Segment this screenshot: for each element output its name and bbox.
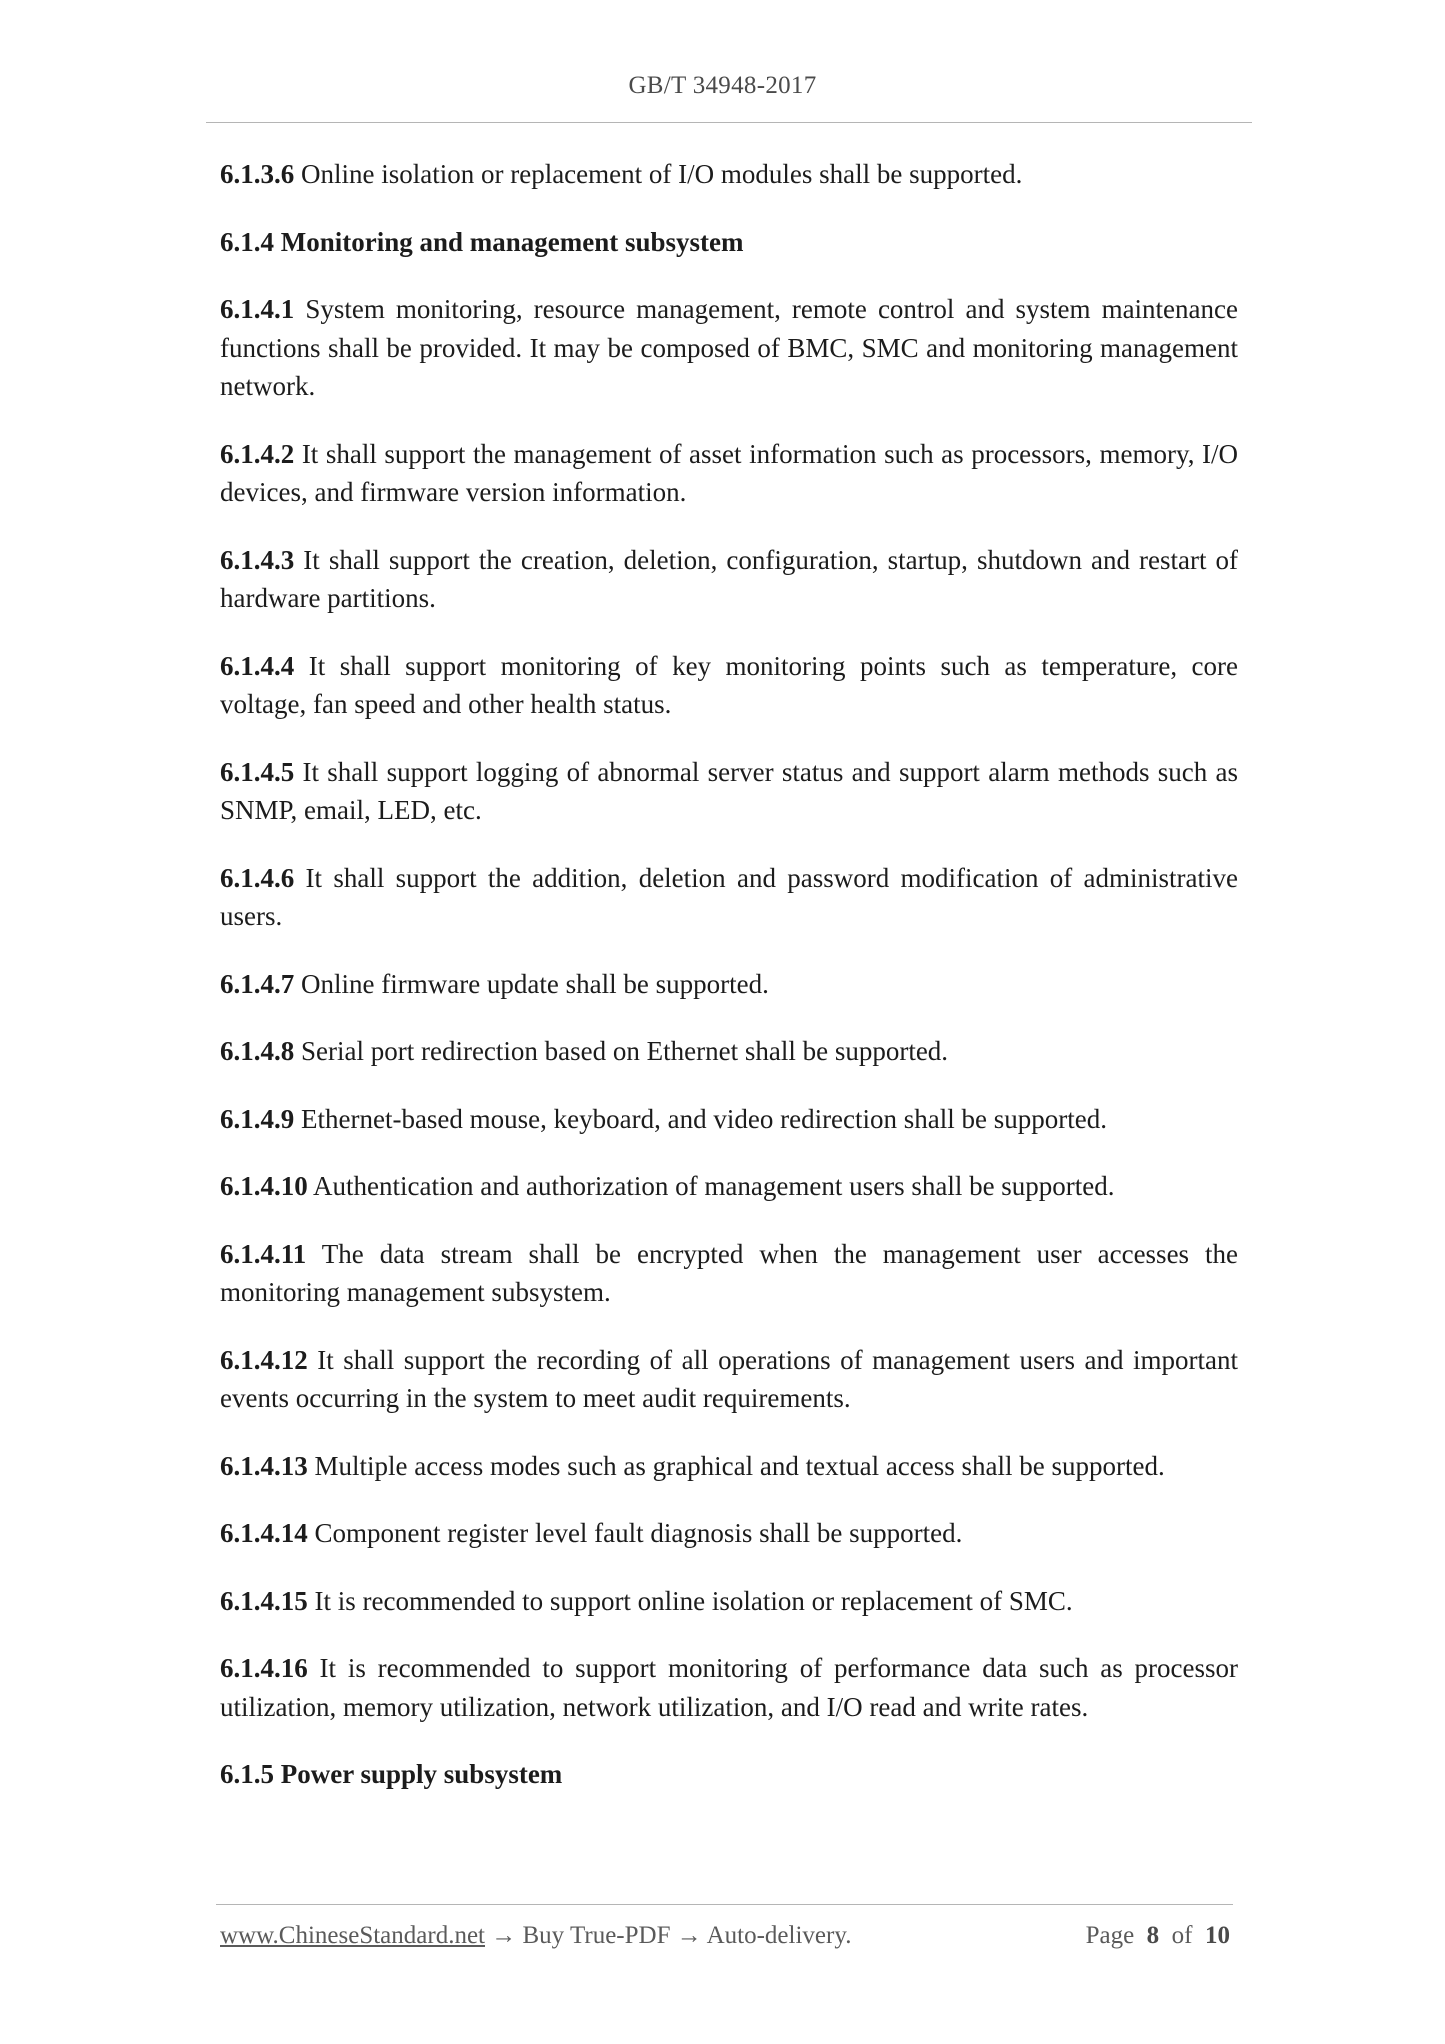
section-heading bbox=[220, 223, 1238, 262]
clause-paragraph bbox=[220, 1649, 1238, 1726]
clause-text: Online firmware update shall be supported. bbox=[301, 968, 769, 999]
clause-text: It is recommended to support monitoring of performance data such as processor utilization, memory utilization, network utilization, and I/O read and write rates. bbox=[220, 1653, 1239, 1722]
clause-paragraph bbox=[220, 965, 1238, 1004]
page-of-label: of bbox=[1171, 1922, 1193, 1949]
clause-text: Serial port redirection based on Ethernet shall be supported. bbox=[301, 1036, 949, 1066]
clause-number: 6.1.5 bbox=[220, 1759, 274, 1789]
clause-paragraph bbox=[220, 1514, 1238, 1553]
clause-text: It shall support monitoring of key monitoring points such as temperature, core voltage, fan speed and other health status. bbox=[220, 650, 1238, 719]
clause-paragraph bbox=[220, 1341, 1238, 1418]
chinesestandard-link[interactable]: www.ChineseStandard.net bbox=[220, 1922, 485, 1949]
header-divider bbox=[206, 122, 1252, 123]
clause-text: Multiple access modes such as graphical and textual access shall be supported. bbox=[314, 1450, 1165, 1481]
heading-text: Power supply subsystem bbox=[280, 1759, 563, 1789]
page-number bbox=[1086, 1922, 1230, 1950]
clause-paragraph bbox=[220, 435, 1238, 512]
clause-text: It shall support the recording of all operations of management users and important events occurring in the system to meet audit requirements. bbox=[220, 1344, 1238, 1413]
clause-text: Component register level fault diagnosis shall be supported. bbox=[314, 1518, 963, 1548]
clause-paragraph bbox=[220, 753, 1238, 830]
clause-paragraph bbox=[220, 1100, 1238, 1139]
clause-number: 6.1.4.13 bbox=[220, 1450, 308, 1481]
auto-delivery-text: Auto-delivery. bbox=[706, 1922, 852, 1949]
clause-number: 6.1.4.5 bbox=[220, 756, 295, 787]
clause-number: 6.1.4 bbox=[220, 226, 274, 257]
clause-number: 6.1.4.4 bbox=[220, 650, 295, 681]
clause-number: 6.1.4.8 bbox=[220, 1036, 295, 1066]
buy-true-pdf-text: Buy True-PDF bbox=[522, 1922, 671, 1949]
clause-number: 6.1.4.16 bbox=[220, 1653, 308, 1683]
clause-paragraph bbox=[220, 541, 1238, 618]
clause-number: 6.1.4.14 bbox=[220, 1518, 308, 1548]
clause-text: It shall support the management of asset information such as processors, memory, I/O devices, and firmware version information. bbox=[220, 438, 1239, 507]
page-total: 10 bbox=[1205, 1922, 1230, 1949]
page-header: GB/T 34948-2017 bbox=[628, 72, 817, 99]
clause-text: It is recommended to support online isolation or replacement of SMC. bbox=[314, 1585, 1073, 1616]
clause-number: 6.1.4.11 bbox=[220, 1238, 307, 1269]
clause-number: 6.1.4.3 bbox=[220, 544, 295, 575]
clause-number: 6.1.4.2 bbox=[220, 438, 295, 469]
section-heading bbox=[220, 1755, 1238, 1794]
clause-number: 6.1.4.7 bbox=[220, 968, 295, 999]
clause-number: 6.1.4.15 bbox=[220, 1585, 308, 1616]
heading-text: Monitoring and management subsystem bbox=[280, 226, 744, 257]
clause-number: 6.1.4.12 bbox=[220, 1344, 308, 1375]
arrow-right-icon: → bbox=[676, 1922, 702, 1949]
clause-text: Ethernet-based mouse, keyboard, and video redirection shall be supported. bbox=[301, 1103, 1107, 1134]
clause-text: It shall support logging of abnormal server status and support alarm methods such as SNMP, email, LED, etc. bbox=[220, 756, 1238, 825]
clause-text: It shall support the addition, deletion and password modification of administrative users. bbox=[220, 862, 1239, 931]
page-label: Page bbox=[1085, 1922, 1135, 1949]
clause-text: System monitoring, resource management, remote control and system maintenance functions shall be provided. It may be composed of BMC, SMC and monitoring management network. bbox=[220, 294, 1238, 401]
clause-paragraph bbox=[220, 859, 1238, 936]
clause-text: It shall support the creation, deletion, configuration, startup, shutdown and restart of hardware partitions. bbox=[220, 544, 1238, 613]
clause-text: Online isolation or replacement of I/O modules shall be supported. bbox=[301, 159, 1023, 189]
clause-paragraph bbox=[220, 1167, 1238, 1206]
page-current: 8 bbox=[1146, 1922, 1160, 1949]
clause-paragraph bbox=[220, 1447, 1238, 1486]
document-body bbox=[220, 155, 1238, 1823]
clause-number: 6.1.4.10 bbox=[220, 1171, 308, 1201]
clause-text: The data stream shall be encrypted when the management user accesses the monitoring management subsystem. bbox=[220, 1238, 1239, 1307]
clause-paragraph bbox=[220, 290, 1238, 406]
clause-paragraph bbox=[220, 1032, 1238, 1071]
footer-divider bbox=[216, 1904, 1233, 1905]
clause-paragraph bbox=[220, 155, 1238, 194]
clause-paragraph bbox=[220, 1582, 1238, 1621]
arrow-right-icon: → bbox=[491, 1922, 517, 1949]
clause-paragraph bbox=[220, 647, 1238, 724]
clause-text: Authentication and authorization of management users shall be supported. bbox=[313, 1171, 1115, 1201]
clause-number: 6.1.4.6 bbox=[220, 862, 295, 893]
clause-number: 6.1.4.9 bbox=[220, 1103, 295, 1134]
clause-paragraph bbox=[220, 1235, 1238, 1312]
footer-promo bbox=[220, 1922, 851, 1950]
clause-number: 6.1.3.6 bbox=[220, 159, 295, 189]
clause-number: 6.1.4.1 bbox=[220, 294, 295, 324]
